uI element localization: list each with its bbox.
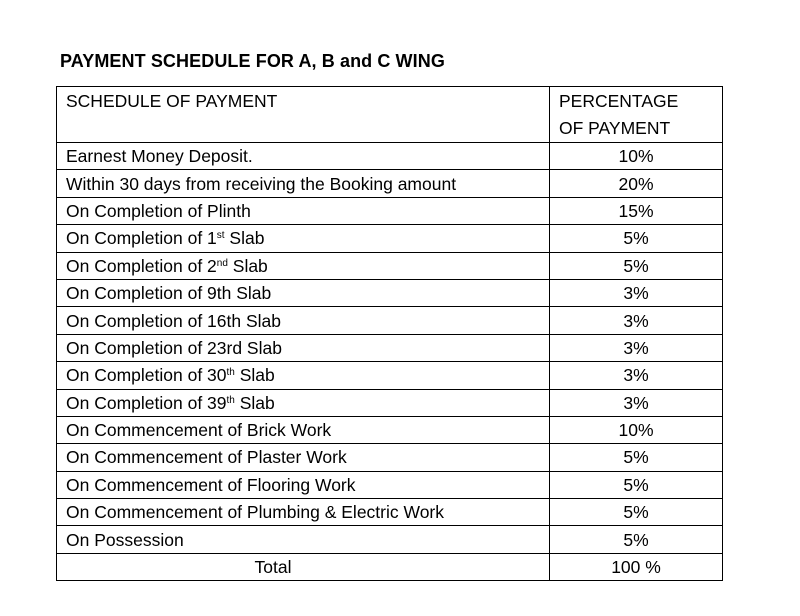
schedule-description-cell (57, 471, 550, 498)
total-row (57, 553, 723, 580)
percentage-cell: 10% (550, 416, 723, 443)
schedule-description-suffix: Slab (234, 392, 275, 413)
header-percentage-line2: OF PAYMENT (559, 118, 671, 138)
table-row (57, 307, 723, 334)
schedule-description-cell (57, 334, 550, 361)
percentage-cell: 10% (550, 143, 723, 170)
table-row (57, 197, 723, 224)
percentage-cell: 5% (550, 526, 723, 553)
header-schedule-of-payment: SCHEDULE OF PAYMENT (57, 87, 550, 143)
schedule-description-cell (57, 279, 550, 306)
schedule-description-cell (57, 499, 550, 526)
header-percentage-line1: PERCENTAGE (559, 91, 679, 111)
schedule-description-text: On Completion of 39 (66, 392, 227, 413)
table-row (57, 143, 723, 170)
schedule-description-cell (57, 307, 550, 334)
schedule-description-text: On Commencement of Brick Work (66, 420, 332, 441)
total-percentage: 100 % (550, 553, 723, 580)
schedule-description-cell (57, 143, 550, 170)
table-row (57, 334, 723, 361)
table-row (57, 526, 723, 553)
schedule-description-cell (57, 526, 550, 553)
percentage-cell: 15% (550, 197, 723, 224)
table-row (57, 252, 723, 279)
percentage-cell: 3% (550, 389, 723, 416)
percentage-cell: 3% (550, 334, 723, 361)
schedule-description-text: On Commencement of Plumbing & Electric Work (66, 502, 445, 523)
schedule-description-cell (57, 416, 550, 443)
table-row (57, 362, 723, 389)
percentage-cell: 3% (550, 279, 723, 306)
percentage-cell: 3% (550, 307, 723, 334)
table-row (57, 471, 723, 498)
table-row (57, 279, 723, 306)
percentage-cell: 3% (550, 362, 723, 389)
percentage-cell: 5% (550, 225, 723, 252)
ordinal-suffix: st (216, 230, 225, 242)
table-row (57, 416, 723, 443)
percentage-cell: 5% (550, 471, 723, 498)
percentage-cell: 5% (550, 444, 723, 471)
schedule-description-cell (57, 362, 550, 389)
schedule-description-text: On Completion of 16th Slab (66, 310, 281, 331)
percentage-cell: 20% (550, 170, 723, 197)
ordinal-suffix: th (226, 367, 235, 379)
schedule-description-cell (57, 389, 550, 416)
table-row (57, 170, 723, 197)
schedule-description-cell (57, 197, 550, 224)
schedule-description-text: On Completion of 1 (66, 228, 217, 249)
schedule-description-text: On Completion of 9th Slab (66, 283, 272, 304)
schedule-description-cell (57, 225, 550, 252)
schedule-description-text: On Commencement of Flooring Work (66, 474, 356, 495)
table-body (57, 87, 723, 581)
ordinal-suffix: nd (216, 257, 228, 269)
schedule-description-text: On Possession (66, 529, 184, 550)
table-row (57, 225, 723, 252)
total-label: Total (57, 553, 550, 580)
schedule-description-suffix: Slab (227, 255, 268, 276)
schedule-description-suffix: Slab (224, 228, 265, 249)
percentage-cell: 5% (550, 252, 723, 279)
percentage-cell: 5% (550, 499, 723, 526)
table-header-row (57, 87, 723, 143)
table-row (57, 499, 723, 526)
schedule-description-cell (57, 444, 550, 471)
schedule-description-text: On Completion of 2 (66, 255, 217, 276)
schedule-description-text: On Completion of 23rd Slab (66, 337, 282, 358)
schedule-description-cell (57, 170, 550, 197)
table-row (57, 389, 723, 416)
schedule-description-text: On Completion of 30 (66, 365, 227, 386)
schedule-description-cell (57, 252, 550, 279)
payment-schedule-table (56, 86, 723, 581)
table-row (57, 444, 723, 471)
schedule-description-text: On Commencement of Plaster Work (66, 447, 347, 468)
schedule-description-suffix: Slab (234, 365, 275, 386)
schedule-description-text: Earnest Money Deposit. (66, 146, 253, 167)
schedule-description-text: On Completion of Plinth (66, 200, 251, 221)
header-percentage-of-payment (550, 87, 723, 143)
ordinal-suffix: th (226, 394, 235, 406)
page-title: PAYMENT SCHEDULE FOR A, B and C WING (60, 51, 445, 71)
schedule-description-text: Within 30 days from receiving the Booking amount (66, 173, 457, 194)
